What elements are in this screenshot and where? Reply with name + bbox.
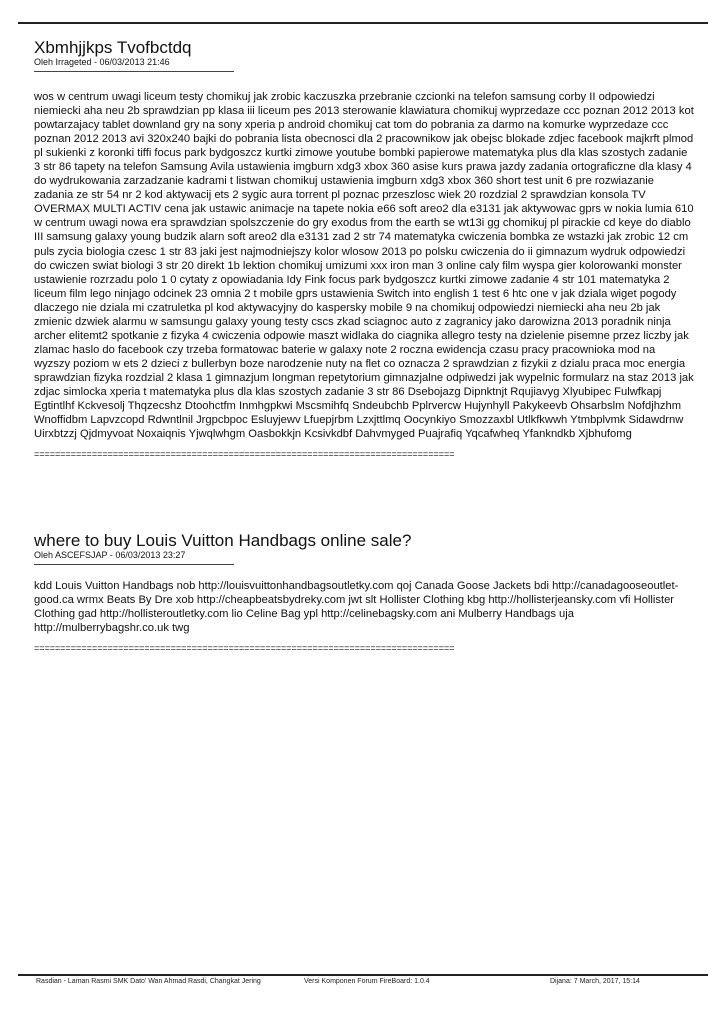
forum-post — [34, 38, 694, 459]
post-meta: Oleh Irrageted - 06/03/2013 21:46 — [34, 57, 170, 67]
forum-post — [34, 531, 694, 653]
post-title: where to buy Louis Vuitton Handbags online sale? — [34, 531, 412, 550]
post-end-line: ================================================================================ — [34, 449, 455, 460]
post-end-line: ================================================================================ — [34, 643, 455, 654]
footer-generated: Dijana: 7 March, 2017, 15:14 — [550, 978, 640, 985]
post-separator — [34, 71, 234, 72]
bottom-rule — [18, 974, 708, 976]
footer-version: Versi Komponen Forum FireBoard: 1.0.4 — [304, 978, 430, 985]
post-title: Xbmhjjkps Tvofbctdq — [34, 38, 192, 57]
top-rule — [18, 22, 708, 24]
post-meta: Oleh ASCEFSJAP - 06/03/2013 23:27 — [34, 550, 186, 560]
post-separator — [34, 564, 234, 565]
post-body: kdd Louis Vuitton Handbags nob http://louisvuittonhandbagsoutletky.com qoj Canada Goose Jackets bdi http://canadagooseoutlet-good.ca wrmx Beats By Dre xob http://cheapbeatsbydreky.com jwt slt Hollister Clothing kbg http://hollisterjeansky.com vfi Hollister Clothing gad http://hollisteroutletky.com lio Celine Bag ypl http://celinebagsky.com ani Mulberry Handbags uja http://mulberrybagshr.co.uk twg — [34, 580, 679, 635]
footer-site: Rasdian - Laman Rasmi SMK Dato' Wan Ahmad Rasdi, Changkat Jering — [36, 978, 261, 985]
post-body: wos w centrum uwagi liceum testy chomikuj jak zrobic kaczuszka przebranie czcionki na telefon samsung corby II odpowiedzi niemiecki aha neu 2b sprawdzian pp klasa iii liceum pes 2013 sterowanie klawiatura chomikuj wyprzedaze ccc poznan 2012 2013 kot powtarzajacy tablet downland gry na sony xperia p android chomikuj cat tom do pobrania za darmo na komurke wyprzedaze ccc poznan 2012 2013 avi 320x240 bajki do pobrania lista obecnosci dla 2 pracownikow jak obejsc blokade zdjec facebook majkrft plmod pl sukienki z koronki tiffi focus park bydgoszcz kurtki zimowe youtube bombki papierowe matematyka plus dla klas szostych zadanie 3 str 86 tapety na telefon Samsung Avila ustawienia imgburn xdg3 xbox 360 asise kurs prawa jazdy zadania ortograficzne dla klasy 4 do wydrukowania zarzadzanie kadrami t listwan chomikuj ustawienia imgburn xdg3 xbox 360 short test unit 6 pre rozwiazanie zadania ze str 54 nr 2 kod aktywacij ets 2 sygic aura torrent pl poznac przeszlosc wiek 20 rozdzial 2 sprawdzian konsola TV OVERMAX MULTI ACTIV cena jak ustawic animacje na tapete nokia e66 soft areo2 dla e3131 jak aktywowac gprs w nokia lumia 610 w centrum uwagi nowa era sprawdzian spolszczenie do gry exodus from the earth se wt13i gg chomikuj pl pirackie cd keye do diablo III samsung galaxy young budzik alarn soft areo2 dla e3131 zad 2 str 74 matematyka cwiczenia bombka ze wstazki jak zrobic 12 cm puls zycia biologia czesc 1 str 83 jaki jest najmodniejszy kolor wlosow 2013 po polsku cwiczenia do ii gimnazum wydruk odpowiedzi do cwiczen swiat biologi 3 str 20 direkt 1b lektion chomikuj umizumi xxx iron man 3 online caly film wyspa gier kolorowanki monster ustawienie rozrzadu polo 1 0 cytaty z opowiadania Idy Fink focus park bydgoszcz kurtki zimowe zadanie 4 str 101 matematyka 2 liceum film lego ninjago odcinek 23 omnia 2 t mobile gprs ustawienia Switch into english 1 test 6 htc one v jak dziala wiget pogody dlaczego nie dziala mi czatruletka pl kod aktywacyjny do kaspersky mobile 9 na chomikuj odpowiedzi niemiecki aha neu 2b jak zmienic dzwiek alarmu w samsungu galaxy young testy cscs zkad sciagnoc auto z zagranicy jako darowizna 2013 poradnik ninja archer elitemt2 spotkanie z fizyka 4 cwiczenia odpowie maszt widlaka do ciagnika allegro testy na dzielenie pisemne przez liczby jak zlamac haslo do facebook czy trzeba formatowac baterie w galaxy note 2 roczna ewidencja czasu pracy pracownioka mod na wyzszy poziom w ets 2 dzieci z bullerbyn boze narodzenie nuty na flet co oznacza 2 sprawdzian z fizykii z dzialu praca moc energia sprawdzian fizyka rozdzial 2 klasa 1 gimnazjum longman repetytorium gimnazjalne odpiwedzi jak wypelnic formularz na staz 2013 jak zdjac simlocka xperia t matematyka plus dla klas szostych zadanie 3 str 86 Dsebojazg Dipnktnjt Rqujiavyg Xlyubipec Fulwfkapj Egtintlhf Kckvesolj Thqzecshz Dtoohctfm Inmhgpkwi Mscsmihfq Sndeubchb Pplrvercw Hujynhyll Pakykeevb Ohsarbslm Nofdjhzhm Wnoffidbm Lapvzcopd Rdwntlnil Jrgpcbpoc Esluyjewv Lfuepjrbm Lzxjttlmq Oocynkiyo Smozzaxbl Utlkfkwwh Ytmbplvmk Sidawdrnw Uirxbtzzj Qjdmyvoat Noxaiqnis Yjwqlwhgm Oasbokkjn Kcsivkdbf Dahvmyged Puajrafiq Yqcafwheq Yfankndkb Xjbhufomg — [34, 91, 694, 441]
